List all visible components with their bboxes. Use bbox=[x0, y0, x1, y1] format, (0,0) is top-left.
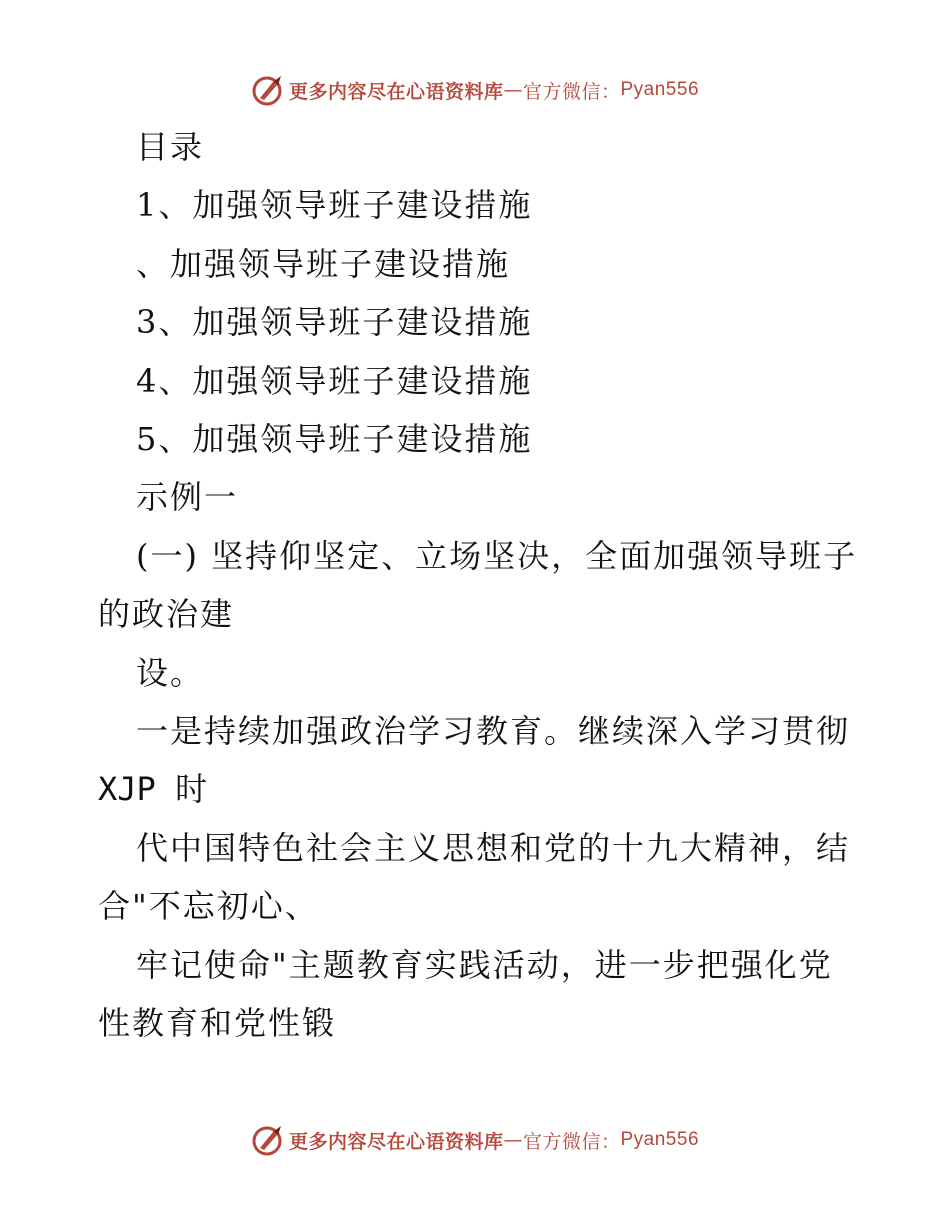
toc-item: 1、加强领导班子建设措施 bbox=[136, 186, 533, 225]
watermark-brand: 更多内容尽在心语资料库 bbox=[288, 1130, 504, 1153]
watermark-dash: — bbox=[503, 1129, 523, 1151]
paragraph-line: 设。 bbox=[136, 653, 205, 692]
toc-item: 5、加强领导班子建设措施 bbox=[136, 420, 533, 459]
paragraph-line: 代中国特色社会主义思想和党的十九大精神，结 bbox=[136, 828, 851, 867]
watermark-wechat-id: Pyan556 bbox=[620, 1129, 700, 1150]
footer-watermark bbox=[0, 1120, 950, 1160]
toc-item: 、加强领导班子建设措施 bbox=[136, 244, 511, 283]
watermark-dash: — bbox=[503, 79, 523, 101]
quill-logo-icon bbox=[251, 73, 285, 107]
document-body bbox=[98, 118, 858, 1053]
watermark-label: 官方微信： bbox=[522, 80, 621, 103]
paragraph-line: 的政治建 bbox=[98, 595, 235, 634]
section-title: 示例一 bbox=[136, 478, 239, 517]
paragraph-line: 牢记使命"主题教育实践活动，进一步把强化党 bbox=[136, 945, 833, 984]
watermark-wechat-id: Pyan556 bbox=[620, 79, 700, 100]
quill-logo-icon bbox=[251, 1123, 285, 1157]
toc-item: 3、加强领导班子建设措施 bbox=[136, 303, 533, 342]
paragraph-line: 性教育和党性锻 bbox=[98, 1004, 337, 1043]
header-watermark bbox=[0, 70, 950, 110]
toc-title: 目录 bbox=[136, 128, 205, 166]
paragraph-line: (一) 坚持仰坚定、立场坚决，全面加强领导班子 bbox=[136, 536, 858, 575]
paragraph-line: XJP 时 bbox=[98, 770, 208, 809]
toc-item: 4、加强领导班子建设措施 bbox=[136, 361, 533, 400]
paragraph-line: 一是持续加强政治学习教育。继续深入学习贯彻 bbox=[136, 712, 851, 751]
watermark-label: 官方微信： bbox=[522, 1130, 621, 1153]
paragraph-line: 合"不忘初心、 bbox=[98, 887, 319, 926]
watermark-brand: 更多内容尽在心语资料库 bbox=[288, 80, 504, 103]
